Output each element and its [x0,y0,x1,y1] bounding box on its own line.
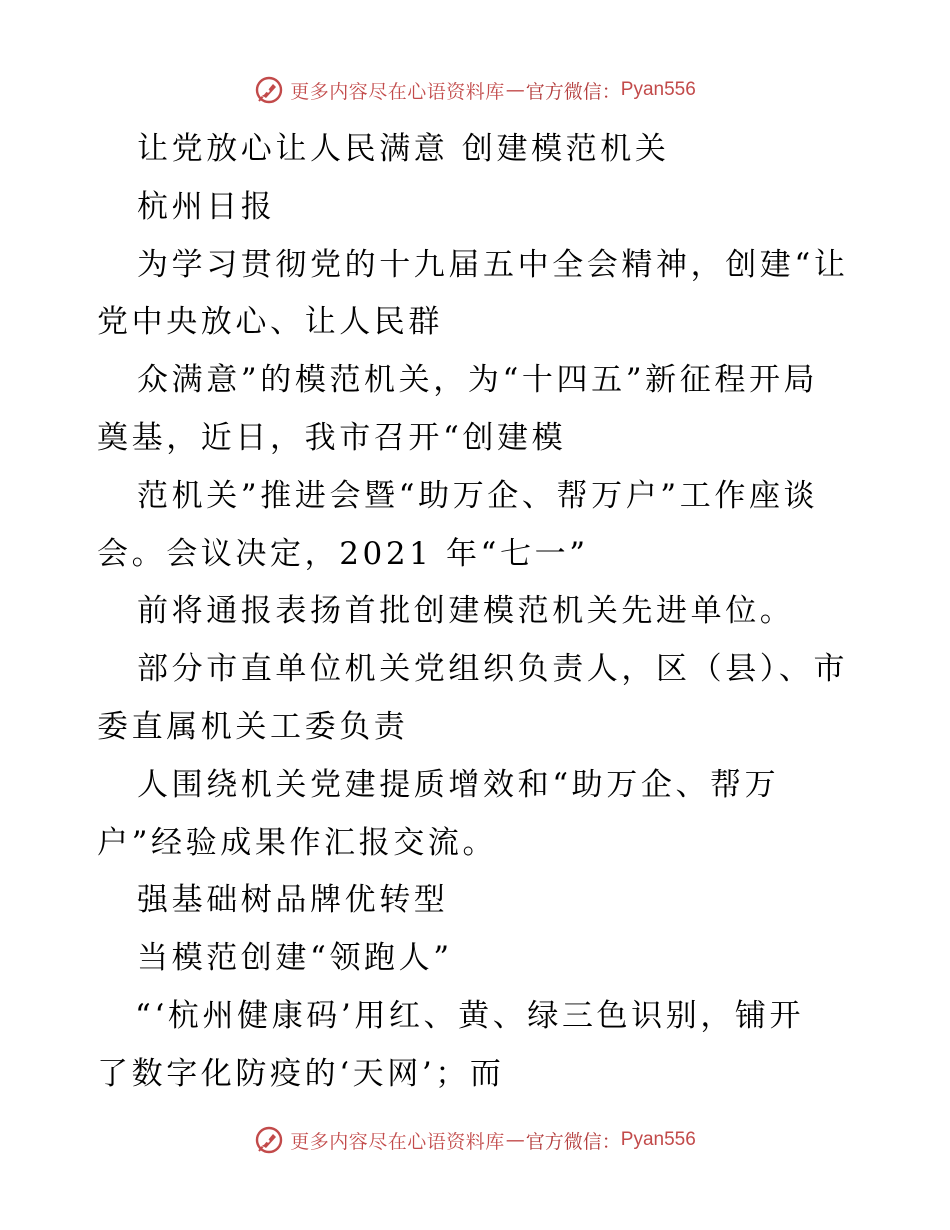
text-line: 了数字化防疫的‘天网’；而 [97,1055,505,1092]
watermark-wechat-label: 官方微信 [525,1130,602,1153]
text-line: 人围绕机关党建提质增效和“助万企、帮万 [137,766,780,803]
footer-watermark [0,1122,950,1158]
section-heading: 强基础树品牌优转型 [137,882,449,919]
watermark-wechat-id: Pyan556 [620,1129,696,1150]
section-subheading: 当模范创建“领跑人” [137,940,453,977]
watermark-wechat-label: 官方微信 [525,80,602,103]
text-line: 委直属机关工委负责 [97,708,409,745]
document-source: 杭州日报 [137,188,276,225]
header-watermark [0,72,950,108]
text-line: 部分市直单位机关党组织负责人，区（县）、市 [137,651,849,688]
watermark-dash: — [505,79,525,101]
text-line: 党中央放心、让人民群 [97,304,443,341]
document-body [97,121,857,1104]
watermark-separator: ： [601,1130,621,1153]
text-line: 范机关”推进会暨“助万企、帮万户”工作座谈 [137,477,819,514]
text-line: 会。会议决定，2021 年“七一” [97,535,589,572]
watermark-main-text: 更多内容尽在心语资料库 [290,80,505,103]
text-line: 为学习贯彻党的十九届五中全会精神，创建“让 [137,246,849,283]
pen-nib-logo-icon [254,75,284,105]
document-title: 让党放心让人民满意 创建模范机关 [137,131,670,167]
text-line: “‘杭州健康码’用红、黄、绿三色识别，铺开 [135,997,805,1034]
text-line: 户”经验成果作汇报交流。 [97,824,498,861]
pen-nib-logo-icon [254,1125,284,1155]
watermark-main-text: 更多内容尽在心语资料库 [290,1130,505,1153]
text-line: 众满意”的模范机关，为“十四五”新征程开局 [137,362,819,399]
watermark-dash: — [505,1129,525,1151]
watermark-wechat-id: Pyan556 [620,79,696,100]
watermark-separator: ： [601,80,621,103]
text-line: 奠基，近日，我市召开“创建模 [97,419,567,456]
text-line: 前将通报表扬首批创建模范机关先进单位。 [137,593,795,630]
